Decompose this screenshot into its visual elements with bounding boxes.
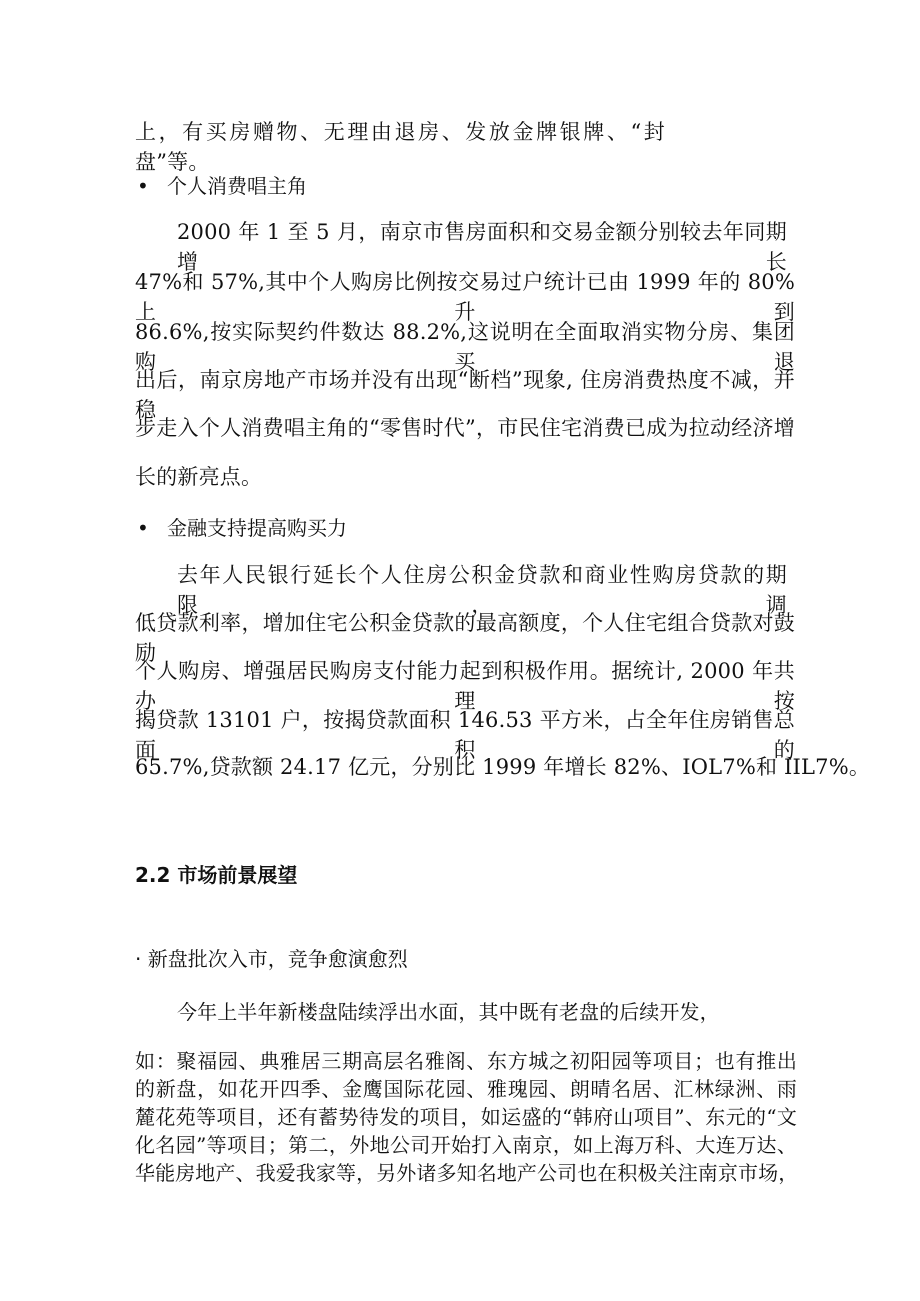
section-heading-financial-support: 金融支持提高购买力 <box>167 516 347 540</box>
section-title: 2.2 市场前景展望 <box>135 863 298 887</box>
paragraph-line: 出后，南京房地产市场并没有出现“断档”现象, 住房消费热度不减，并稳 <box>135 368 795 422</box>
section-heading-personal-consumption: 个人消费唱主角 <box>167 174 307 198</box>
paragraph-line: 长的新亮点。 <box>135 465 263 489</box>
paragraph-line: 如：聚福园、典雅居三期高层名雅阁、东方城之初阳园等项目；也有推出 <box>135 1049 797 1073</box>
paragraph-line: 麓花苑等项目，还有蓄势待发的项目，如运盛的“韩府山项目”、东元的“文 <box>135 1105 797 1129</box>
paragraph-line: 步走入个人消费唱主角的“零售时代”，市民住宅消费已成为拉动经济增 <box>135 416 795 440</box>
paragraph-line: 个人购房、增强居民购房支付能力起到积极作用。据统计, 2000 年共办理按 <box>135 659 795 713</box>
paragraph-line: 揭贷款 13101 户，按揭贷款面积 146.53 平方米，占全年住房销售总面积的 <box>135 708 795 762</box>
paragraph-line: 65.7%,贷款额 24.17 亿元，分别比 1999 年增长 82%、IOL7%和 IIL7%。 <box>135 755 871 779</box>
paragraph-line: 去年人民银行延长个人住房公积金贷款和商业性购房贷款的期限，调 <box>177 563 787 617</box>
bullet-marker: • <box>137 174 149 198</box>
paragraph-line: 的新盘，如花开四季、金鹰国际花园、雅瑰园、朗晴名居、汇林绿洲、雨 <box>135 1077 797 1101</box>
paragraph-line: 2000 年 1 至 5 月，南京市售房面积和交易金额分别较去年同期增长 <box>177 220 787 274</box>
intro-line: 上，有买房赠物、无理由退房、发放金牌银牌、“封盘”等。 <box>135 120 665 174</box>
paragraph-line: 低贷款利率，增加住宅公积金贷款的最高额度，个人住宅组合贷款对鼓励 <box>135 611 795 665</box>
paragraph-line: 华能房地产、我爱我家等，另外诸多知名地产公司也在积极关注南京市场， <box>135 1161 799 1185</box>
paragraph-line: 47%和 57%,其中个人购房比例按交易过户统计已由 1999 年的 80%上升到 <box>135 270 795 324</box>
subsection-heading-new-projects: · 新盘批次入市，竞争愈演愈烈 <box>135 947 408 971</box>
bullet-marker: • <box>137 516 149 540</box>
paragraph-line: 化名园”等项目；第二，外地公司开始打入南京，如上海万科、大连万达、 <box>135 1133 797 1157</box>
paragraph-line: 今年上半年新楼盘陆续浮出水面，其中既有老盘的后续开发， <box>177 1000 720 1024</box>
paragraph-line: 86.6%,按实际契约件数达 88.2%,这说明在全面取消实物分房、集团购买退 <box>135 320 795 374</box>
